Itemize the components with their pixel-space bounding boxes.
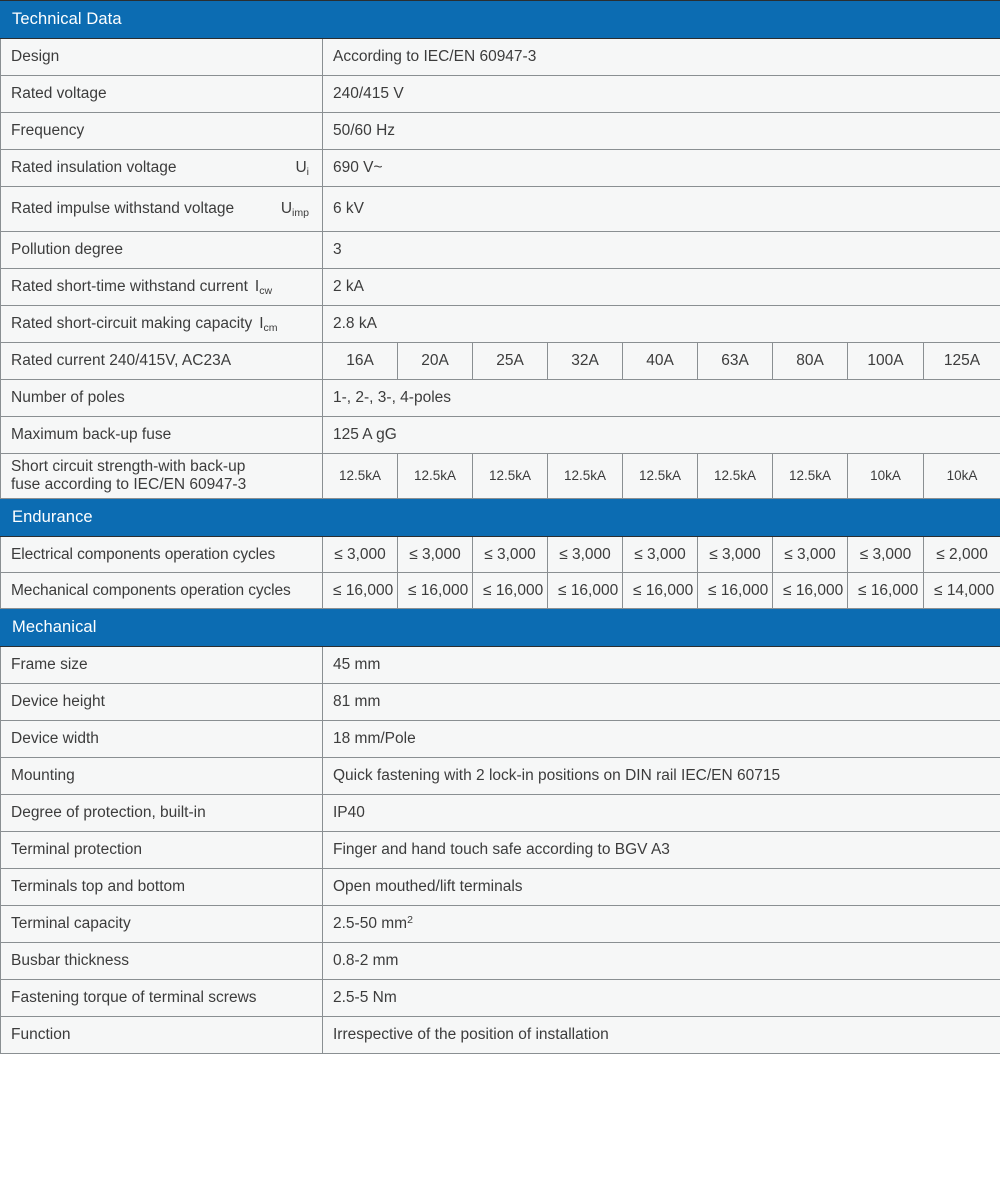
rated-current-cell: 40A	[623, 343, 698, 380]
table-row	[1, 906, 1000, 943]
short-circuit-strength-cell: 12.5kA	[623, 454, 698, 499]
row-label-terminal-capacity: Terminal capacity	[1, 906, 323, 943]
rated-current-cell: 20A	[398, 343, 473, 380]
table-row	[1, 269, 1000, 306]
short-circuit-strength-cell: 12.5kA	[473, 454, 548, 499]
row-label-terminal-protection: Terminal protection	[1, 832, 323, 869]
table-row	[1, 150, 1000, 187]
label-line-1: Short circuit strength-with back-up	[11, 458, 246, 476]
electrical-cycles-cell: ≤ 3,000	[773, 537, 848, 573]
row-label-rated-short-circuit-making-capacity	[1, 306, 323, 343]
row-value-device-width: 18 mm/Pole	[323, 721, 1000, 758]
rated-current-cell: 63A	[698, 343, 773, 380]
row-label-terminals-top-and-bottom: Terminals top and bottom	[1, 869, 323, 906]
table-row-rated-current	[1, 343, 1000, 380]
section-title-mechanical: Mechanical	[1, 609, 1000, 647]
row-label-rated-insulation-voltage	[1, 150, 323, 187]
short-circuit-strength-cell: 12.5kA	[773, 454, 848, 499]
row-label-rated-voltage: Rated voltage	[1, 76, 323, 113]
row-label-fastening-torque: Fastening torque of terminal screws	[1, 980, 323, 1017]
row-value-terminals-top-and-bottom: Open mouthed/lift terminals	[323, 869, 1000, 906]
terminal-capacity-exponent: 2	[407, 914, 413, 927]
row-value-rated-voltage: 240/415 V	[323, 76, 1000, 113]
row-value-frequency: 50/60 Hz	[323, 113, 1000, 150]
table-row	[1, 417, 1000, 454]
row-value-terminal-protection: Finger and hand touch safe according to BGV A3	[323, 832, 1000, 869]
row-label-electrical-components-operation-cycles: Electrical components operation cycles	[1, 537, 323, 573]
short-circuit-strength-cell: 10kA	[848, 454, 924, 499]
symbol-ui: $U_i$	[295, 159, 309, 179]
table-row	[1, 832, 1000, 869]
table-row	[1, 187, 1000, 232]
terminal-capacity-base: 2.5-50 mm	[333, 915, 408, 933]
label-text: Rated impulse withstand voltage	[11, 200, 235, 218]
row-value-busbar-thickness: 0.8-2 mm	[323, 943, 1000, 980]
row-value-mounting: Quick fastening with 2 lock-in positions on DIN rail IEC/EN 60715	[323, 758, 1000, 795]
table-row-short-circuit-strength	[1, 454, 1000, 499]
table-row	[1, 684, 1000, 721]
row-value-maximum-back-up-fuse: 125 A gG	[323, 417, 1000, 454]
electrical-cycles-cell: ≤ 3,000	[323, 537, 398, 573]
row-value-rated-impulse-withstand-voltage: 6 kV	[323, 187, 1000, 232]
table-row	[1, 721, 1000, 758]
electrical-cycles-cell: ≤ 3,000	[623, 537, 698, 573]
row-label-maximum-back-up-fuse: Maximum back-up fuse	[1, 417, 323, 454]
row-label-rated-current: Rated current 240/415V, AC23A	[1, 343, 323, 380]
table-row-mechanical-cycles	[1, 573, 1000, 609]
rated-current-cell: 16A	[323, 343, 398, 380]
table-row	[1, 39, 1000, 76]
row-value-function: Irrespective of the position of installation	[323, 1017, 1000, 1054]
table-row	[1, 113, 1000, 150]
rated-current-cell: 125A	[924, 343, 1000, 380]
mechanical-cycles-cell: ≤ 16,000	[548, 573, 623, 609]
short-circuit-strength-cell: 12.5kA	[398, 454, 473, 499]
row-label-degree-of-protection: Degree of protection, built-in	[1, 795, 323, 832]
section-header-technical-data	[1, 1, 1000, 39]
mechanical-cycles-cell: ≤ 16,000	[473, 573, 548, 609]
label-text: Rated insulation voltage	[11, 159, 177, 177]
table-row-electrical-cycles	[1, 537, 1000, 573]
row-value-degree-of-protection: IP40	[323, 795, 1000, 832]
table-row	[1, 647, 1000, 684]
row-value-device-height: 81 mm	[323, 684, 1000, 721]
electrical-cycles-cell: ≤ 3,000	[698, 537, 773, 573]
table-row	[1, 943, 1000, 980]
rated-current-cell: 80A	[773, 343, 848, 380]
mechanical-cycles-cell: ≤ 16,000	[398, 573, 473, 609]
mechanical-cycles-cell: ≤ 16,000	[323, 573, 398, 609]
electrical-cycles-cell: ≤ 3,000	[848, 537, 924, 573]
table-row	[1, 232, 1000, 269]
mechanical-cycles-cell: ≤ 16,000	[773, 573, 848, 609]
electrical-cycles-cell: ≤ 3,000	[548, 537, 623, 573]
label-line-2: fuse according to IEC/EN 60947-3	[11, 476, 247, 493]
row-label-pollution-degree: Pollution degree	[1, 232, 323, 269]
row-value-rated-short-time-withstand-current: 2 kA	[323, 269, 1000, 306]
electrical-cycles-cell: ≤ 2,000	[924, 537, 1000, 573]
short-circuit-strength-cell: 12.5kA	[323, 454, 398, 499]
symbol-icw: $I_{cw}$	[254, 278, 273, 298]
table-row	[1, 869, 1000, 906]
label-text: Rated short-time withstand current	[11, 278, 248, 296]
row-label-frequency: Frequency	[1, 113, 323, 150]
table-row	[1, 306, 1000, 343]
row-label-frame-size: Frame size	[1, 647, 323, 684]
row-label-mechanical-components-operation-cycles: Mechanical components operation cycles	[1, 573, 323, 609]
short-circuit-strength-cell: 12.5kA	[698, 454, 773, 499]
row-label-mounting: Mounting	[1, 758, 323, 795]
short-circuit-strength-cell: 10kA	[924, 454, 1000, 499]
section-header-endurance	[1, 499, 1000, 537]
row-value-fastening-torque: 2.5-5 Nm	[323, 980, 1000, 1017]
table-row	[1, 758, 1000, 795]
table-row	[1, 76, 1000, 113]
rated-current-cell: 32A	[548, 343, 623, 380]
section-header-mechanical	[1, 609, 1000, 647]
row-value-pollution-degree: 3	[323, 232, 1000, 269]
row-label-number-of-poles: Number of poles	[1, 380, 323, 417]
section-title-technical-data: Technical Data	[1, 1, 1000, 39]
symbol-uimp: $U_{imp}$	[280, 200, 309, 220]
mechanical-cycles-cell: ≤ 14,000	[924, 573, 1000, 609]
label-text: Rated short-circuit making capacity	[11, 315, 253, 333]
row-value-frame-size: 45 mm	[323, 647, 1000, 684]
row-label-rated-short-time-withstand-current	[1, 269, 323, 306]
row-label-rated-impulse-withstand-voltage	[1, 187, 323, 232]
row-label-short-circuit-strength	[1, 454, 323, 499]
row-label-function: Function	[1, 1017, 323, 1054]
table-row	[1, 980, 1000, 1017]
table-row	[1, 1017, 1000, 1054]
mechanical-cycles-cell: ≤ 16,000	[698, 573, 773, 609]
short-circuit-strength-cell: 12.5kA	[548, 454, 623, 499]
row-value-rated-short-circuit-making-capacity: 2.8 kA	[323, 306, 1000, 343]
table-row	[1, 380, 1000, 417]
electrical-cycles-cell: ≤ 3,000	[473, 537, 548, 573]
rated-current-cell: 25A	[473, 343, 548, 380]
mechanical-cycles-cell: ≤ 16,000	[848, 573, 924, 609]
row-label-busbar-thickness: Busbar thickness	[1, 943, 323, 980]
row-label-device-height: Device height	[1, 684, 323, 721]
electrical-cycles-cell: ≤ 3,000	[398, 537, 473, 573]
rated-current-cell: 100A	[848, 343, 924, 380]
table-row	[1, 795, 1000, 832]
row-label-device-width: Device width	[1, 721, 323, 758]
mechanical-cycles-cell: ≤ 16,000	[623, 573, 698, 609]
row-label-design: Design	[1, 39, 323, 76]
row-value-design: According to IEC/EN 60947-3	[323, 39, 1000, 76]
symbol-icm: $I_{cm}$	[259, 315, 278, 335]
row-value-number-of-poles: 1-, 2-, 3-, 4-poles	[323, 380, 1000, 417]
row-value-rated-insulation-voltage: 690 V~	[323, 150, 1000, 187]
row-value-terminal-capacity	[323, 906, 1000, 943]
section-title-endurance: Endurance	[1, 499, 1000, 537]
